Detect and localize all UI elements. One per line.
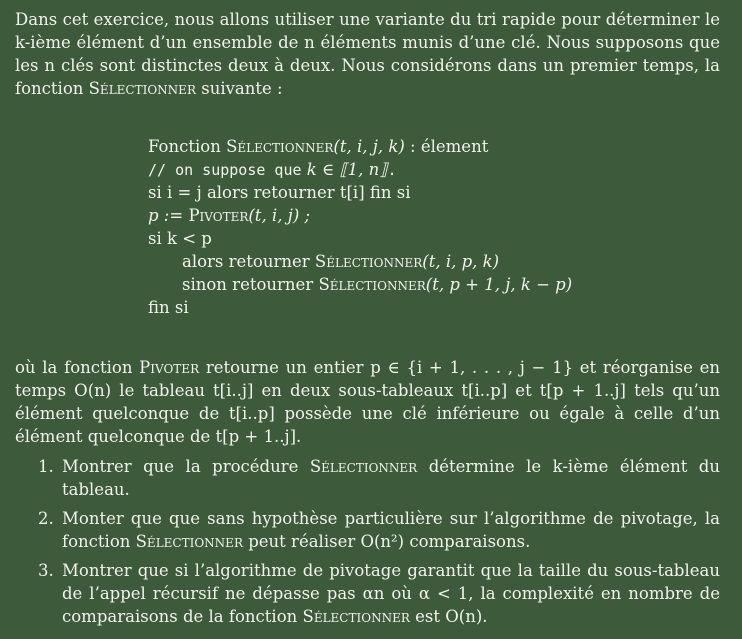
- algo-comment-text: // on suppose que: [148, 161, 302, 179]
- question-text-pre: Montrer que si l’algorithme de pivotage garantit que la taille du sous-tableau de l’appel récursif ne dépasse pas αn où α < 1, la complexité en nombre de comparaisons de la fonction: [62, 561, 720, 626]
- algo-else-pre: sinon retourner: [182, 275, 319, 294]
- question-item: [15, 559, 720, 628]
- algo-header: [148, 135, 708, 158]
- question-item: [15, 507, 720, 553]
- question-number: 3.: [38, 561, 54, 580]
- intro-line-4-post: suivante :: [195, 79, 283, 98]
- algo-comment: [148, 158, 708, 181]
- question-number: 1.: [38, 457, 54, 476]
- algo-line-pivot: [148, 204, 708, 227]
- question-function: Sélectionner: [302, 607, 410, 626]
- algo-then-function: Sélectionner: [314, 252, 423, 271]
- algo-line-end: fin si: [148, 298, 189, 317]
- algo-else-function: Sélectionner: [318, 275, 426, 294]
- description-function-pivoter: Pivoter: [139, 358, 200, 377]
- algo-line-else: [148, 273, 708, 296]
- algo-pivot-function: Pivoter: [188, 206, 249, 225]
- algo-line-cond: si k < p: [148, 229, 212, 248]
- description-paragraph: [15, 356, 720, 448]
- algo-header-function: Sélectionner: [226, 137, 334, 156]
- algo-then-pre: alors retourner: [182, 252, 315, 271]
- question-function: Sélectionner: [309, 457, 418, 476]
- description-pre: où la fonction: [15, 358, 140, 377]
- description-post: retourne un entier p ∈ {i + 1, . . . , j − 1} et réorganise en temps O(n) le tableau t[i..j] en deux sous-tableaux t[i..p] et t[p + 1..j] tels qu’un élément quelconque de t[i..p] possède une clé inférieure ou égale à celle d’un élément quelconque de t[p + 1..j].: [15, 358, 720, 446]
- algo-comment-math: k ∈ ⟦1, n⟧: [301, 160, 388, 179]
- algo-header-return: : élement: [404, 137, 489, 156]
- algorithm-block: [148, 135, 708, 319]
- question-text-pre: Montrer que la procédure: [62, 457, 310, 476]
- algo-header-args: (t, i, j, k): [333, 137, 405, 156]
- algo-line-then: [148, 250, 708, 273]
- algo-line-if: si i = j alors retourner t[i] fin si: [148, 183, 411, 202]
- algo-comment-end: .: [387, 161, 397, 179]
- intro-line-3: les n clés sont distinctes deux à deux. Nous considérons dans un premier temps, la: [15, 56, 720, 75]
- intro-line-2: k-ième élément d’un ensemble de n éléments munis d’une clé. Nous supposons que: [15, 33, 720, 52]
- intro-line-1: Dans cet exercice, nous allons utiliser une variante du tri rapide pour déterminer le: [15, 10, 720, 29]
- question-text-post: détermine le k-ième élément du tableau.: [62, 457, 720, 499]
- questions-list: [15, 455, 720, 634]
- algo-else-args: (t, p + 1, j, k − p): [425, 275, 573, 294]
- question-item: [15, 455, 720, 501]
- question-text-post: est O(n).: [409, 607, 488, 626]
- intro-line-4-pre: fonction: [15, 79, 89, 98]
- algo-pivot-assign: p :=: [148, 206, 189, 225]
- algo-pivot-args: (t, i, j) ;: [248, 206, 311, 225]
- question-text-pre: Monter que que sans hypothèse particulière sur l’algorithme de pivotage, la fonction: [62, 509, 720, 551]
- question-number: 2.: [38, 509, 54, 528]
- algo-then-args: (t, i, p, k): [422, 252, 500, 271]
- question-text-post: peut réaliser O(n²) comparaisons.: [242, 532, 531, 551]
- question-function: Sélectionner: [135, 532, 243, 551]
- intro-paragraph: [15, 8, 720, 100]
- algo-header-pre: Fonction: [148, 137, 227, 156]
- function-name-selectionner: Sélectionner: [88, 79, 196, 98]
